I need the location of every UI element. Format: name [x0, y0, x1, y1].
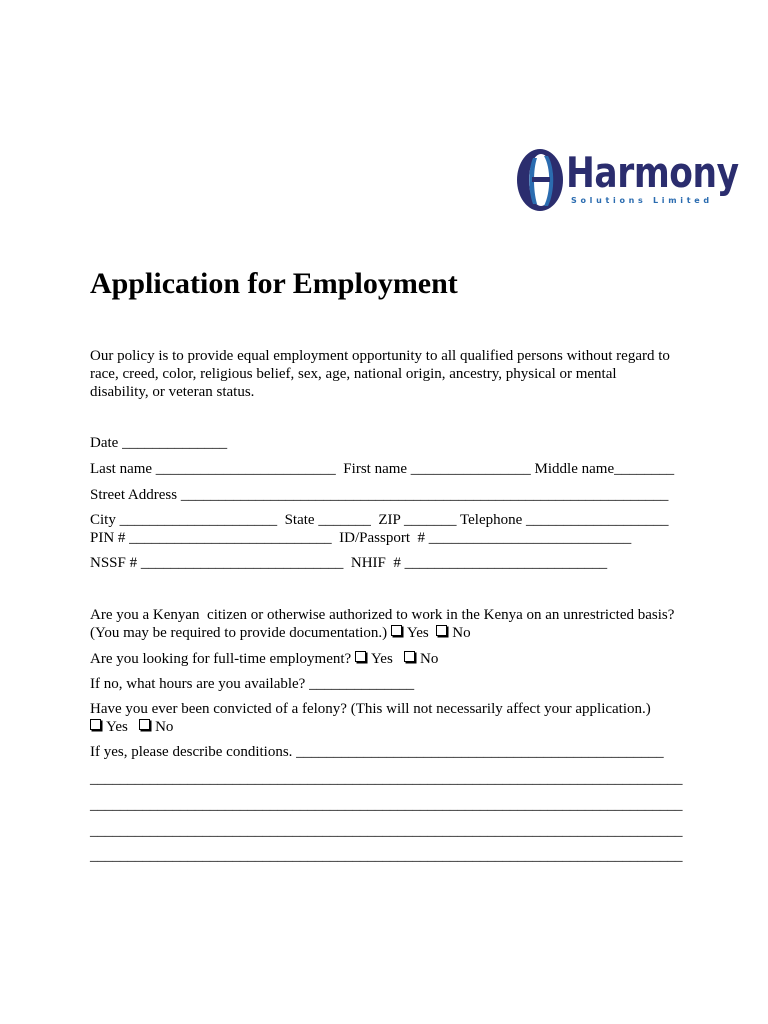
- date-field[interactable]: Date ______________: [90, 435, 228, 451]
- fulltime-question: Are you looking for full-time employment?: [90, 651, 352, 667]
- city-state-zip-telephone-fields[interactable]: City _____________________ State _______ ZIP _______ Telephone ___________________: [90, 512, 669, 528]
- felony-yes-checkbox[interactable]: [90, 719, 101, 730]
- citizen-question: Are you a Kenyan citizen or otherwise authorized to work in the Kenya on an unrestricted basis?: [90, 607, 675, 623]
- policy-line-1: Our policy is to provide equal employment opportunity to all qualified persons without regard to: [90, 348, 670, 364]
- logo-tagline: Solutions Limited: [571, 196, 713, 205]
- citizen-no-label: No: [452, 625, 471, 641]
- hours-available-field[interactable]: If no, what hours are you available? ______________: [90, 676, 415, 692]
- citizen-no-checkbox[interactable]: [436, 625, 447, 636]
- policy-line-2: race, creed, color, religious belief, sex, age, national origin, ancestry, physical or mental: [90, 366, 617, 382]
- conditions-blank-line[interactable]: _______________________________________________________________________________: [90, 848, 683, 864]
- street-address-field[interactable]: Street Address _________________________________________________________________: [90, 487, 669, 503]
- citizen-yes-checkbox[interactable]: [391, 625, 402, 636]
- page-title: Application for Employment: [90, 267, 458, 300]
- conditions-blank-line[interactable]: _______________________________________________________________________________: [90, 823, 683, 839]
- citizen-question-options: [90, 624, 471, 642]
- felony-no-checkbox[interactable]: [139, 719, 150, 730]
- felony-question: Have you ever been convicted of a felony? (This will not necessarily affect your application.): [90, 701, 651, 717]
- name-fields[interactable]: Last name ________________________ First name ________________ Middle name________: [90, 461, 675, 477]
- citizen-doc-note: (You may be required to provide documentation.): [90, 625, 388, 641]
- felony-no-label: No: [155, 719, 174, 735]
- conditions-field[interactable]: If yes, please describe conditions. _________________________________________________: [90, 744, 664, 760]
- felony-yes-label: Yes: [106, 719, 128, 735]
- nssf-nhif-fields[interactable]: NSSF # ___________________________ NHIF # ___________________________: [90, 555, 608, 571]
- fulltime-question-row: [90, 650, 438, 668]
- harmony-logo-mark: [514, 146, 566, 214]
- logo-wordmark: Harmony: [566, 148, 739, 197]
- conditions-blank-line[interactable]: _______________________________________________________________________________: [90, 797, 683, 813]
- fulltime-yes-label: Yes: [370, 651, 393, 667]
- company-logo: [514, 146, 744, 216]
- fulltime-no-label: No: [420, 651, 439, 667]
- citizen-yes-label: Yes: [406, 625, 429, 641]
- pin-id-passport-fields[interactable]: PIN # ___________________________ ID/Passport # ___________________________: [90, 530, 632, 546]
- felony-options: [90, 718, 173, 736]
- policy-line-3: disability, or veteran status.: [90, 384, 255, 400]
- fulltime-yes-checkbox[interactable]: [355, 651, 366, 662]
- conditions-blank-line[interactable]: _______________________________________________________________________________: [90, 771, 683, 787]
- fulltime-no-checkbox[interactable]: [404, 651, 415, 662]
